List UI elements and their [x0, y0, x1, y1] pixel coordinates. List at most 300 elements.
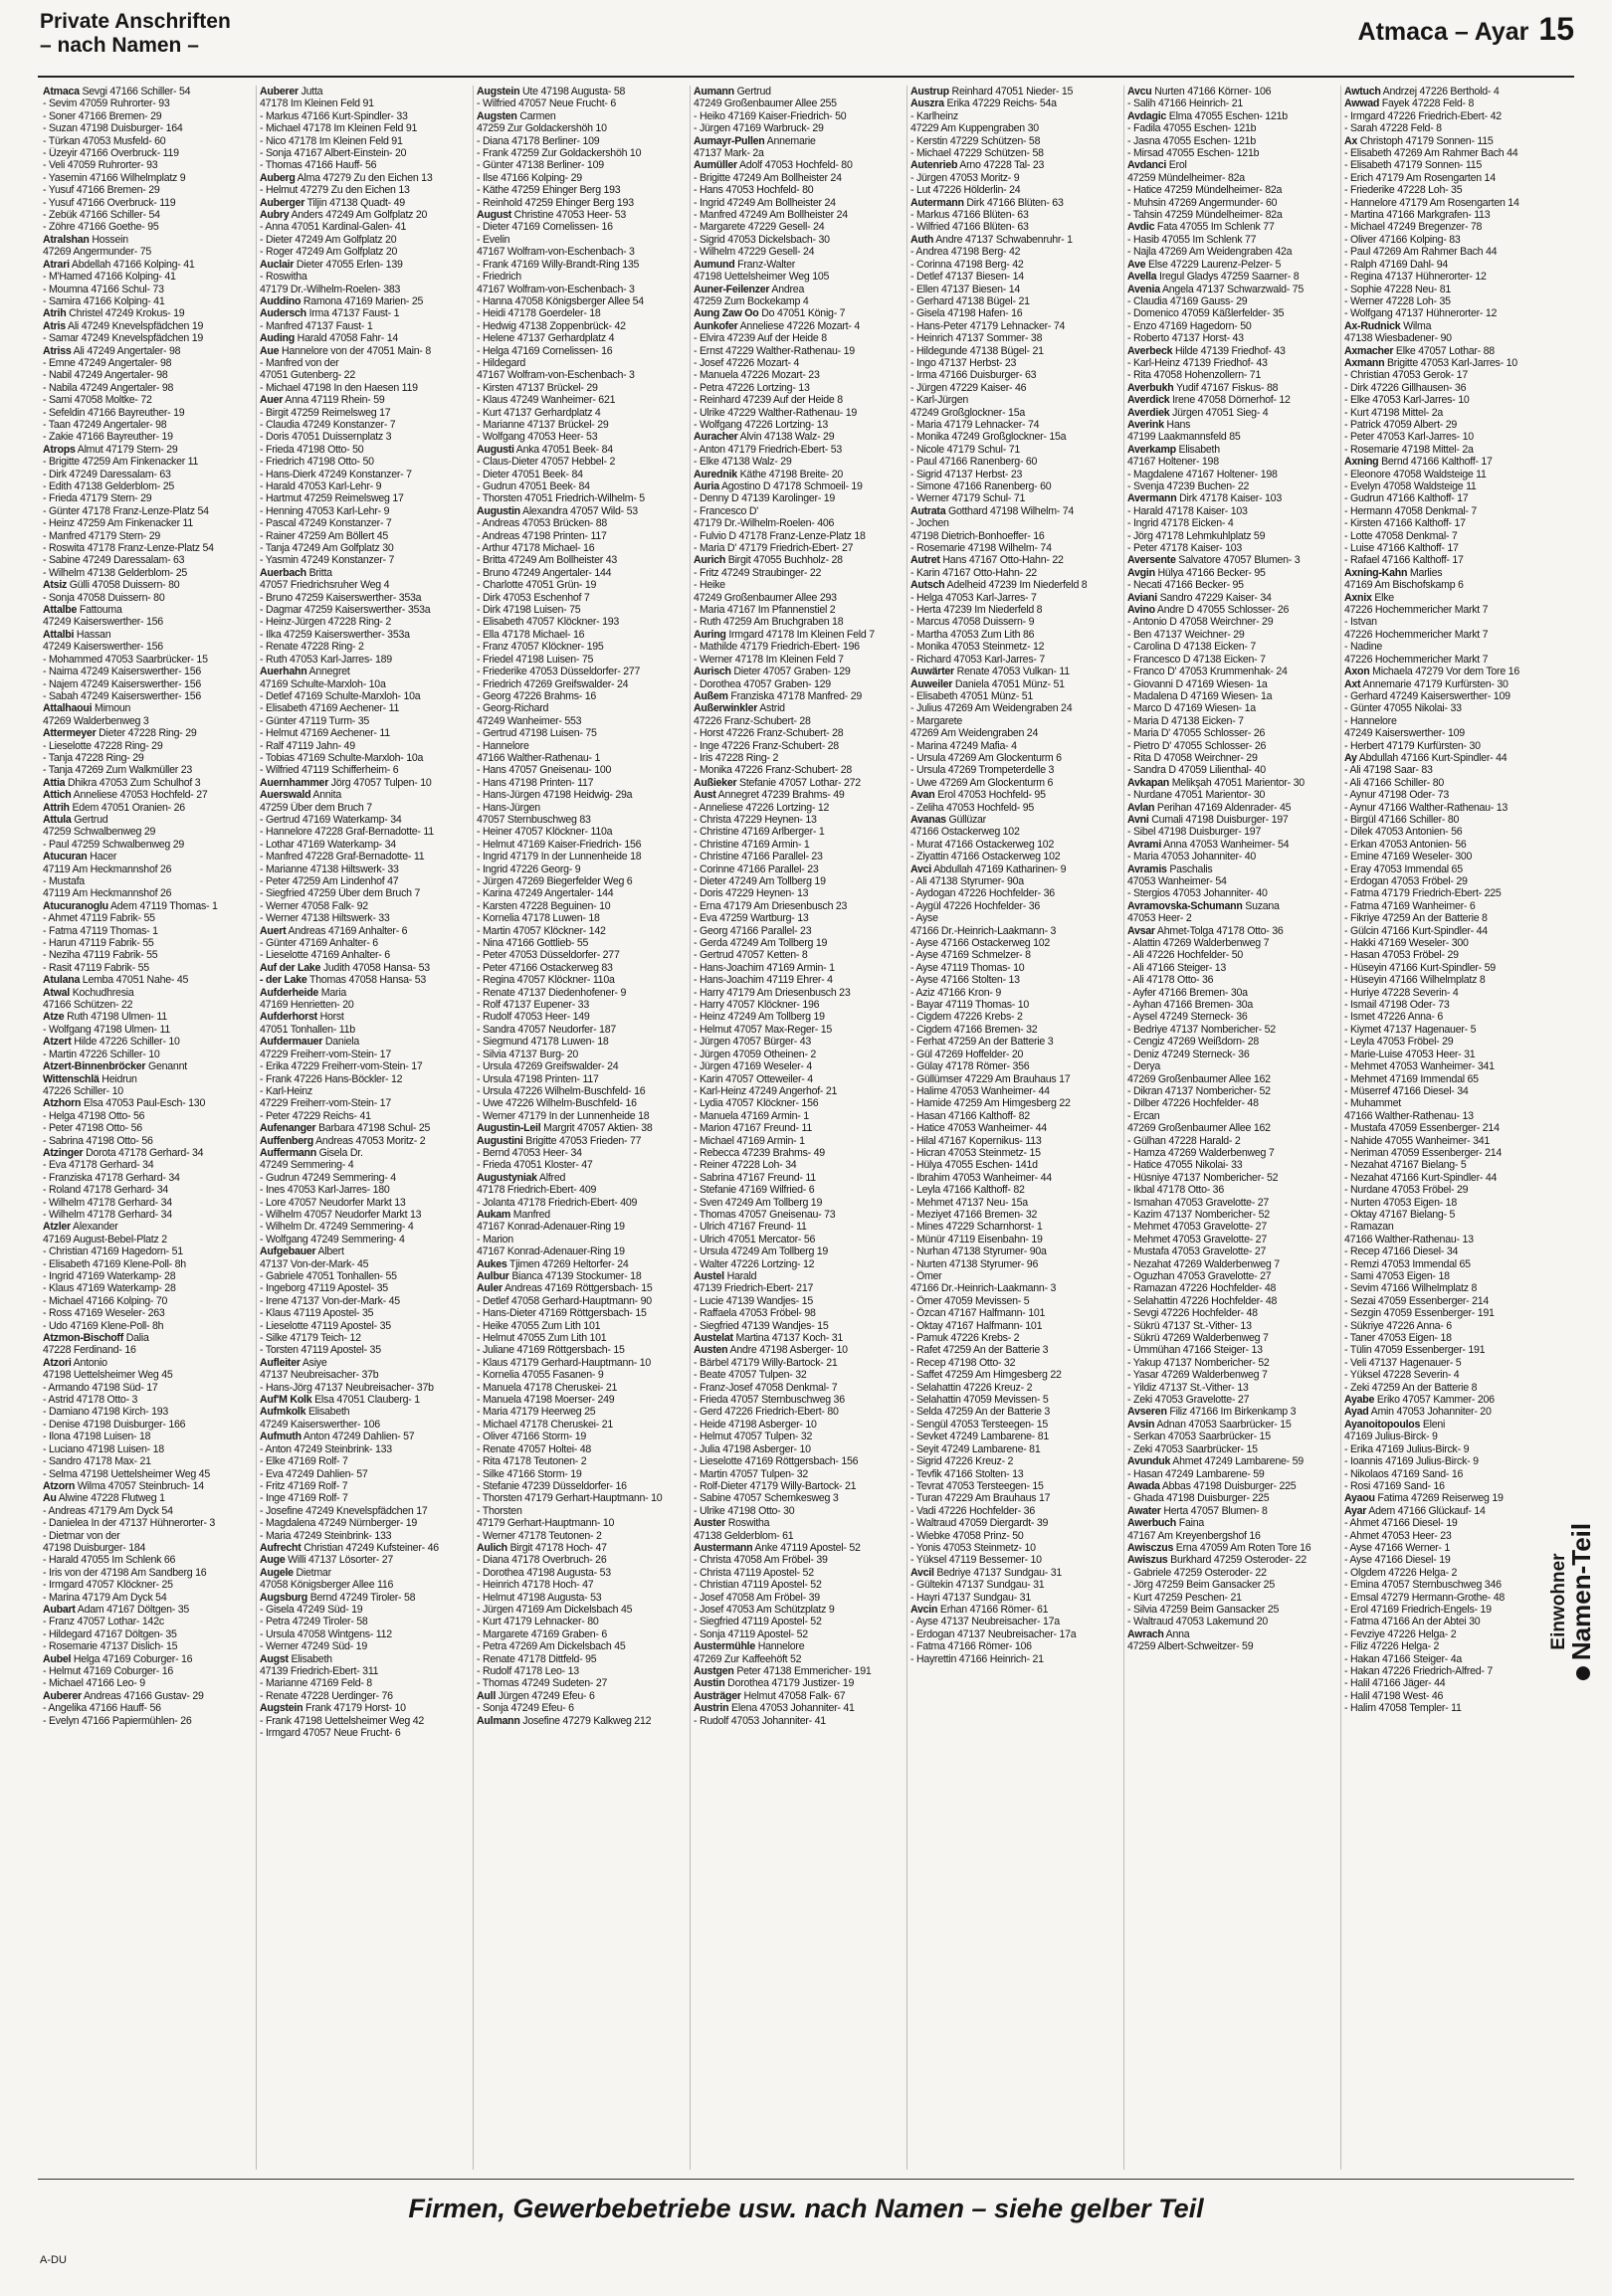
directory-entry: [694, 97, 904, 109]
directory-entry: [910, 1110, 1120, 1122]
directory-entry: [260, 1159, 470, 1171]
directory-entry: [43, 1567, 253, 1579]
surname: Averdiek: [1127, 406, 1170, 419]
directory-entry: [477, 678, 687, 690]
entry-text: - Oliver 47166 Kolping- 83: [1344, 233, 1461, 246]
entry-text: - Gudrun 47249 Semmering- 4: [260, 1171, 396, 1184]
directory-entry: [910, 1221, 1120, 1233]
surname: Avdic: [1127, 221, 1155, 234]
entry-text: - Serkan 47053 Saarbrücker- 15: [1127, 1431, 1271, 1443]
directory-entry: [1344, 1579, 1555, 1591]
directory-entry: [910, 1307, 1120, 1319]
surname: Axmacher: [1344, 344, 1394, 357]
entry-text: - Günter 47178 Franz-Lenze-Platz 54: [43, 504, 209, 517]
entry-text: Hassan: [74, 628, 111, 641]
directory-entry: [43, 1369, 253, 1381]
entry-text: - Maria D' 47179 Friedrich-Ebert- 27: [694, 542, 854, 555]
entry-text: - Gudrun 47166 Kalthoff- 17: [1344, 492, 1469, 505]
directory-entry: [260, 444, 470, 456]
entry-text: - Ingo 47137 Herbst- 23: [910, 356, 1017, 369]
directory-entry: [694, 1036, 904, 1048]
entry-text: - Ayse: [910, 912, 938, 925]
directory-entry: [260, 1554, 470, 1566]
entry-text: - Naima 47249 Kaiserswerther- 156: [43, 666, 201, 678]
directory-entry: [1127, 1492, 1337, 1504]
surname: Aurich: [694, 554, 726, 567]
directory-entry: [1344, 1110, 1555, 1122]
entry-text: - Irene 47137 Von-der-Mark- 45: [260, 1294, 400, 1307]
entry-text: - Fritz 47169 Rolf- 7: [260, 1479, 348, 1492]
surname: Avsar: [1127, 924, 1155, 937]
directory-entry: [43, 369, 253, 381]
directory-entry: [477, 764, 687, 776]
entry-text: - Sabah 47249 Kaiserswerther- 156: [43, 689, 201, 702]
entry-text: - Kornelia 47178 Luwen- 18: [477, 912, 600, 925]
entry-text: - Günter 47055 Nikolai- 33: [1344, 702, 1462, 715]
entry-text: - Heike 47055 Zum Lith 101: [477, 1319, 601, 1332]
entry-text: - Ingrid 47226 Georg- 9: [477, 862, 581, 875]
directory-entry: [477, 727, 687, 739]
directory-entry: [43, 172, 253, 184]
entry-text: - Türkan 47053 Musfeld- 60: [43, 134, 166, 147]
directory-entry: [260, 122, 470, 134]
directory-entry: [43, 469, 253, 480]
entry-text: Antonio: [71, 1356, 107, 1369]
directory-entry: [1344, 444, 1555, 456]
directory-entry: [260, 925, 470, 937]
directory-entry: [260, 1530, 470, 1542]
directory-entry: [694, 1097, 904, 1109]
directory-entry: [1344, 875, 1555, 887]
directory-entry: [910, 1406, 1120, 1418]
directory-entry: [477, 456, 687, 468]
entry-text: - Nezahat 47269 Walderbenweg 7: [1127, 1257, 1280, 1270]
directory-entry: [260, 1085, 470, 1097]
entry-text: - Friederike 47053 Düsseldorfer- 277: [477, 666, 641, 678]
directory-entry: [910, 469, 1120, 480]
directory-entry: [910, 135, 1120, 147]
entry-text: - Beate 47057 Tulpen- 32: [694, 1369, 807, 1382]
entry-text: - Sevim 47059 Ruhrorter- 93: [43, 97, 170, 110]
entry-text: - Oguzhan 47053 Gravelotte- 27: [1127, 1270, 1272, 1282]
directory-entry: [1127, 1592, 1337, 1604]
entry-text: - Danielea In der 47137 Hühnerorter- 3: [43, 1517, 216, 1530]
header-rule: [38, 76, 1574, 78]
directory-entry: [694, 690, 904, 702]
directory-entry: [910, 357, 1120, 369]
directory-entry: [260, 1097, 470, 1109]
directory-entry: [910, 295, 1120, 307]
entry-text: - Sonja 47167 Albert-Einstein- 20: [260, 147, 407, 160]
entry-text: Judith 47058 Hansa- 53: [320, 961, 430, 974]
directory-entry: [1127, 641, 1337, 653]
directory-entry: [910, 1085, 1120, 1097]
entry-text: - Simone 47166 Ranenberg- 60: [910, 480, 1052, 492]
directory-entry: [43, 456, 253, 468]
entry-text: 47058 Königsberger Allee 116: [260, 1579, 394, 1592]
entry-text: - Wolfgang 47198 Ulmen- 11: [43, 1023, 170, 1036]
entry-text: - Martha 47053 Zum Lith 86: [910, 628, 1035, 641]
directory-entry: [1127, 480, 1337, 492]
directory-entry: [910, 987, 1120, 999]
directory-entry: [477, 740, 687, 752]
entry-text: Faina: [1176, 1517, 1204, 1530]
entry-text: Helga 47169 Coburger- 16: [71, 1652, 193, 1665]
entry-text: - Elisabeth 47179 Sonnen- 115: [1344, 159, 1483, 172]
entry-text: - Muhammet: [1344, 1097, 1401, 1110]
entry-text: Elsa 47053 Paul-Esch- 130: [81, 1097, 206, 1110]
entry-text: - Petra 47269 Am Dickelsbach 45: [477, 1640, 626, 1653]
directory-entry: [910, 320, 1120, 332]
directory-entry: [910, 1147, 1120, 1159]
directory-entry: [1127, 678, 1337, 690]
entry-text: 47166 Ostackerweg 102: [910, 826, 1020, 839]
directory-entry: [1127, 419, 1337, 431]
entry-text: - Ursula 47058 Wintgens- 112: [260, 1627, 392, 1640]
entry-text: Lemba 47051 Nahe- 45: [80, 974, 189, 987]
directory-entry: [910, 492, 1120, 504]
directory-entry: [910, 1332, 1120, 1344]
directory-entry: [477, 234, 687, 246]
surname: Atrops: [43, 443, 76, 456]
entry-text: - Marcus 47058 Duissern- 9: [910, 616, 1035, 629]
directory-entry: [910, 863, 1120, 875]
entry-text: - Herta 47239 Im Niederfeld 8: [910, 604, 1043, 617]
entry-text: - Gisela 47249 Süd- 19: [260, 1603, 363, 1616]
surname: Austräger: [694, 1689, 741, 1702]
entry-text: Brigitte 47053 Karl-Jarres- 10: [1384, 356, 1517, 369]
entry-text: - Marianne 47169 Feld- 8: [260, 1677, 372, 1690]
entry-text: - Kerstin 47229 Schützen- 58: [910, 134, 1041, 147]
entry-text: Dieter 47057 Graben- 129: [730, 666, 851, 678]
directory-entry: [1127, 1221, 1337, 1233]
directory-entry: [694, 419, 904, 431]
entry-text: - Friedel 47198 Luisen- 75: [477, 653, 594, 666]
directory-entry: [694, 937, 904, 949]
surname: Auracher: [694, 431, 738, 444]
directory-entry: [1344, 925, 1555, 937]
entry-text: - Gerd 47226 Friedrich-Ebert- 80: [694, 1406, 839, 1419]
entry-text: Abdellah 47166 Kolping- 41: [69, 258, 195, 271]
directory-entry: [910, 1344, 1120, 1356]
entry-text: - Taner 47053 Eigen- 18: [1344, 1332, 1452, 1345]
entry-text: - Emne 47249 Angertaler- 98: [43, 356, 172, 369]
directory-entry: [43, 86, 253, 97]
surname: Auwärter: [910, 666, 954, 678]
entry-text: - Frieda 47179 Stern- 29: [43, 492, 152, 505]
entry-text: - Ümmühan 47166 Steiger- 13: [1127, 1344, 1263, 1357]
entry-text: - Marina 47179 Am Dyck 54: [43, 1591, 167, 1604]
directory-entry: [1127, 1073, 1337, 1085]
directory-entry: [477, 259, 687, 271]
entry-text: - Nabil 47249 Angertaler- 98: [43, 369, 168, 382]
entry-text: 47057 Sternbuschweg 83: [477, 813, 591, 826]
entry-text: Elma 47055 Eschen- 121b: [1166, 109, 1288, 122]
entry-text: - Georg 47226 Brahms- 16: [477, 689, 597, 702]
entry-text: - Sefeldin 47166 Bayreuther- 19: [43, 406, 185, 419]
directory-entry: [43, 1320, 253, 1332]
entry-text: - Ayse 47169 Schmelzer- 8: [910, 949, 1031, 962]
surname: Aumayr-Pullen: [694, 134, 765, 147]
entry-text: Margrit 47057 Aktien- 38: [540, 1122, 653, 1135]
directory-entry: [260, 197, 470, 209]
entry-text: Hossein: [89, 233, 128, 246]
directory-entry: [910, 887, 1120, 899]
entry-text: - Francesco D': [694, 504, 759, 517]
directory-entry: [43, 654, 253, 666]
directory-entry: [1127, 1443, 1337, 1455]
surname: Aumund: [694, 258, 735, 271]
entry-text: 47249 Großenbaumer Allee 293: [694, 591, 837, 604]
entry-text: - Michael 47166 Kolping- 70: [43, 1294, 168, 1307]
entry-text: - Claudia 47249 Konstanzer- 7: [260, 418, 396, 431]
entry-text: 47226 Hochemmericher Markt 7: [1344, 653, 1489, 666]
directory-entry: [1127, 1431, 1337, 1442]
directory-entry: [1344, 159, 1555, 171]
directory-entry: [477, 567, 687, 579]
directory-entry: [694, 1677, 904, 1689]
directory-entry: [260, 863, 470, 875]
entry-text: - Meziyet 47166 Bremen- 32: [910, 1208, 1038, 1221]
directory-entry: [1127, 1282, 1337, 1294]
directory-entry: [1344, 1530, 1555, 1542]
directory-entry: [694, 1122, 904, 1134]
directory-entry: [1127, 530, 1337, 542]
directory-entry: [43, 740, 253, 752]
entry-text: - Ahmet 47119 Fabrik- 55: [43, 912, 155, 925]
entry-text: - Yüksel 47228 Severin- 4: [1344, 1369, 1460, 1382]
directory-entry: [260, 887, 470, 899]
directory-entry: [477, 209, 687, 221]
directory-entry: [477, 1344, 687, 1356]
surname: Auge: [260, 1554, 286, 1567]
directory-entry: [260, 678, 470, 690]
directory-entry: [1344, 456, 1555, 468]
directory-entry: [260, 592, 470, 604]
directory-entry: [43, 234, 253, 246]
entry-text: - Rosemarie 47198 Wilhelm- 74: [910, 542, 1052, 555]
surname: Auring: [694, 628, 726, 641]
directory-entry: [910, 456, 1120, 468]
directory-entry: [1344, 1616, 1555, 1627]
directory-entry: [477, 332, 687, 344]
entry-text: - Kurt 47198 Mittel- 2a: [1344, 406, 1444, 419]
directory-entry: [1127, 382, 1337, 394]
entry-text: - Hildegard 47167 Döltgen- 35: [43, 1627, 177, 1640]
entry-text: - Filiz 47226 Helga- 2: [1344, 1640, 1440, 1653]
directory-entry: [43, 987, 253, 999]
entry-text: Andre 47137 Schwabenruhr- 1: [933, 233, 1073, 246]
directory-entry: [694, 271, 904, 283]
entry-text: - Lothar 47169 Waterkamp- 34: [260, 838, 396, 851]
entry-text: - Ayse 47166 Ostackerweg 102: [910, 937, 1051, 950]
directory-entry: [694, 492, 904, 504]
directory-entry: [694, 122, 904, 134]
entry-text: - Karl-Jürgen: [910, 394, 968, 407]
directory-entry: [910, 949, 1120, 961]
entry-text: - Waltraud 47053 Lakemund 20: [1127, 1616, 1269, 1628]
entry-text: - Harald 47178 Kaiser- 103: [1127, 504, 1248, 517]
directory-entry: [477, 542, 687, 554]
surname: Aurednik: [694, 468, 737, 480]
entry-text: - Helga 47169 Cornelissen- 16: [477, 344, 613, 357]
entry-text: - Kazim 47137 Nombericher- 52: [1127, 1208, 1270, 1221]
entry-text: - Gülhan 47228 Harald- 2: [1127, 1134, 1241, 1147]
directory-entry: [1344, 654, 1555, 666]
directory-entry: [1127, 197, 1337, 209]
surname: Autret: [910, 554, 940, 567]
directory-entry: [1127, 554, 1337, 566]
entry-text: - Sarah 47228 Feld- 8: [1344, 122, 1442, 135]
directory-entry: [260, 1443, 470, 1455]
entry-text: - Ingrid 47178 Eicken- 4: [1127, 517, 1234, 530]
directory-entry: [1127, 97, 1337, 109]
entry-text: Erol: [1166, 159, 1187, 172]
directory-entry: [694, 1024, 904, 1036]
surname: Aviani: [1127, 591, 1157, 604]
directory-entry: [477, 1517, 687, 1529]
directory-entry: [477, 1394, 687, 1406]
entry-text: Erol 47053 Hochfeld- 95: [934, 789, 1046, 802]
directory-entry: [694, 1172, 904, 1184]
directory-entry: [694, 1295, 904, 1307]
surname: Aulmann: [477, 1714, 520, 1727]
entry-text: - Istvan: [1344, 616, 1377, 629]
entry-text: Erna 47059 Am Roten Tore 16: [1173, 1541, 1311, 1554]
entry-text: - Nico 47178 Im Kleinen Feld 91: [260, 134, 403, 147]
entry-text: - Siegmund 47178 Luwen- 18: [477, 1036, 609, 1049]
entry-text: - Nurten 47053 Eigen- 18: [1344, 1196, 1457, 1209]
entry-text: 47269 Walderbenweg 3: [43, 714, 149, 727]
entry-text: - Lydia 47057 Klöckner- 156: [694, 1097, 819, 1110]
entry-text: Ali 47249 Angertaler- 98: [71, 344, 181, 357]
directory-entry: [43, 1282, 253, 1294]
entry-text: - Heinrich 47137 Sommer- 38: [910, 332, 1043, 345]
directory-entry: [477, 875, 687, 887]
directory-entry: [1127, 284, 1337, 295]
surname: Aung Zaw Oo: [694, 307, 759, 320]
entry-text: Anna: [1163, 1627, 1190, 1640]
directory-entry: [260, 1492, 470, 1504]
directory-entry: [260, 1604, 470, 1616]
directory-entry: [1127, 1147, 1337, 1159]
surname: Autenrieb: [910, 159, 958, 172]
entry-text: - Helmut 47169 Coburger- 16: [43, 1665, 174, 1677]
entry-text: - Heiner 47057 Klöckner- 110a: [477, 826, 613, 839]
entry-text: - Ursula 47269 Greifswalder- 24: [477, 1060, 619, 1073]
directory-entry: [260, 789, 470, 801]
directory-entry: [260, 284, 470, 295]
entry-text: - Sibel 47198 Duisburger- 197: [1127, 826, 1262, 839]
directory-entry: [1127, 295, 1337, 307]
entry-text: 47259 Zum Bockekamp 4: [694, 294, 809, 307]
surname: Avenia: [1127, 283, 1160, 295]
directory-entry: [694, 1455, 904, 1467]
directory-entry: [477, 295, 687, 307]
entry-text: Erhan 47166 Römer- 61: [937, 1603, 1049, 1616]
directory-entry: [43, 851, 253, 862]
directory-entry: [477, 887, 687, 899]
directory-entry: [260, 271, 470, 283]
directory-entry: [910, 875, 1120, 887]
entry-text: - Nurhan 47138 Styrumer- 90a: [910, 1245, 1047, 1258]
directory-entry: [43, 900, 253, 912]
directory-entry: [694, 469, 904, 480]
entry-text: - Nahide 47055 Wanheimer- 341: [1344, 1134, 1491, 1147]
surname: Auner-Feilenzer: [694, 283, 770, 295]
directory-entry: [43, 1011, 253, 1023]
directory-entry: [43, 999, 253, 1011]
entry-text: - Zöhre 47166 Goethe- 95: [43, 221, 159, 234]
entry-text: - Hans-Peter 47179 Lehnacker- 74: [910, 319, 1066, 332]
directory-entry: [260, 530, 470, 542]
entry-text: 47169 Henrietten- 20: [260, 999, 354, 1012]
directory-entry: [43, 789, 253, 801]
directory-entry: [1127, 604, 1337, 616]
directory-entry: [477, 122, 687, 134]
entry-text: Eriko 47057 Kammer- 206: [1374, 1394, 1495, 1407]
directory-entry: [1344, 542, 1555, 554]
entry-text: - Josef 47053 Am Schützplatz 9: [694, 1603, 835, 1616]
entry-text: - Christa 47229 Heynen- 13: [694, 813, 817, 826]
directory-entry: [477, 1295, 687, 1307]
directory-entry: [1344, 345, 1555, 357]
section-title-line2: – nach Namen –: [40, 34, 199, 57]
entry-text: - Yonis 47053 Steinmetz- 10: [910, 1541, 1036, 1554]
entry-text: - Günter 47138 Berliner- 109: [477, 159, 604, 172]
directory-entry: [694, 654, 904, 666]
directory-entry: [694, 1049, 904, 1060]
directory-entry: [910, 740, 1120, 752]
entry-text: - Josef 47058 Am Fröbel- 39: [694, 1591, 820, 1604]
entry-text: - Kurt 47137 Gerhardplatz 4: [477, 406, 601, 419]
entry-text: Sandro 47229 Kaiser- 34: [1156, 591, 1272, 604]
directory-entry: [477, 1282, 687, 1294]
entry-text: - Tahsin 47259 Mündelheimer- 82a: [1127, 209, 1283, 222]
entry-text: Andre 47198 Asberger- 10: [727, 1344, 848, 1357]
directory-entry: [43, 1060, 253, 1072]
directory-entry: [694, 887, 904, 899]
directory-entry: [260, 1110, 470, 1122]
surname: Awisczus: [1127, 1541, 1174, 1554]
surname: Aufmkolk: [260, 1406, 306, 1419]
entry-text: - Petra 47249 Tiroler- 58: [260, 1616, 368, 1628]
entry-text: Peter 47138 Emmericher- 191: [733, 1665, 872, 1677]
entry-text: Abbas 47198 Duisburger- 225: [1159, 1479, 1297, 1492]
entry-text: 47249 Kaiserswerther- 109: [1344, 727, 1465, 740]
directory-entry: [260, 839, 470, 851]
entry-text: - Selahattin 47226 Hochfelder- 48: [1127, 1294, 1278, 1307]
entry-text: Burkhard 47259 Osteroder- 22: [1167, 1554, 1307, 1567]
surname: Aufgebauer: [260, 1245, 316, 1258]
entry-text: - Gültekin 47137 Sundgau- 31: [910, 1579, 1045, 1592]
surname: Austermann: [694, 1541, 753, 1554]
directory-entry: [43, 1024, 253, 1036]
directory-entry: [477, 419, 687, 431]
directory-entry: [43, 1073, 253, 1085]
side-tab-line1: Einwohner: [1548, 1553, 1569, 1650]
entry-text: - Pietro D' 47055 Schlosser- 26: [1127, 739, 1267, 752]
directory-entry: [694, 752, 904, 764]
entry-text: - Ursula 47198 Printen- 117: [477, 1072, 599, 1085]
directory-entry: [910, 110, 1120, 122]
entry-text: 47249 Kaiserswerther- 156: [43, 641, 163, 654]
entry-text: - Fatma 47169 Wanheimer- 6: [1344, 899, 1476, 912]
surname: Augusti: [477, 443, 514, 456]
directory-entry: [694, 320, 904, 332]
entry-text: Perihan 47169 Aldenrader- 45: [1154, 801, 1292, 814]
surname: Augsten: [477, 109, 517, 122]
